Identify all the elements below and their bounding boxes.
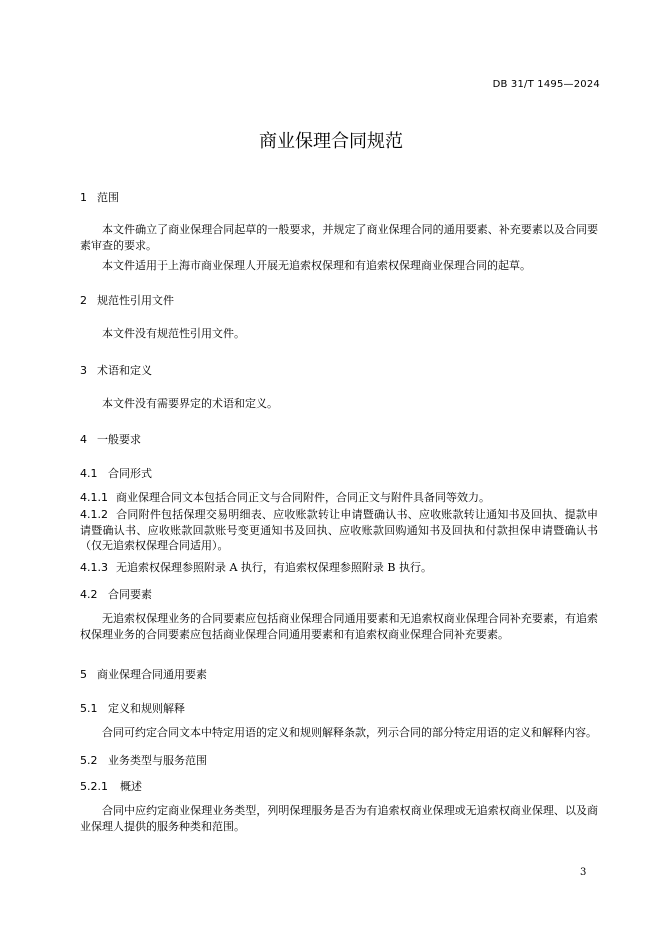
section-number: 5.2.1	[80, 780, 108, 793]
section-2-para-1: 本文件没有规范性引用文件。	[102, 327, 245, 340]
clause-text: 合同附件包括保理交易明细表、应收账款转让申请暨确认书、应收账款转让通知书及回执、提款申请暨确认书、应收账款回款账号变更通知书及回执、应收账款回购通知书及回执和付款担保申请暨确认书（仅无追索权保理合同适用）。	[80, 508, 598, 553]
section-title: 商业保理合同通用要素	[97, 668, 207, 681]
clause-4-1-2	[80, 507, 598, 554]
section-5-heading	[80, 666, 207, 682]
clause-4-1-3	[80, 560, 598, 576]
clause-text: 商业保理合同文本包括合同正文与合同附件，合同正文与附件具备同等效力。	[116, 491, 490, 504]
section-number: 4.2	[80, 588, 98, 601]
section-number: 4.1	[80, 467, 98, 480]
section-title: 业务类型与服务范围	[108, 754, 207, 767]
clause-number: 4.1.1	[80, 491, 108, 504]
section-1-heading	[80, 189, 119, 205]
section-4-heading	[80, 431, 141, 447]
section-title: 概述	[120, 780, 142, 793]
section-5-1-para-1: 合同可约定合同文本中特定用语的定义和规则解释条款，列示合同的部分特定用语的定义和解释内容。	[102, 726, 597, 739]
page-title: 商业保理合同规范	[259, 131, 403, 152]
section-title: 规范性引用文件	[97, 294, 174, 307]
section-1-para-1: 本文件确立了商业保理合同起草的一般要求，并规定了商业保理合同的通用要素、补充要素以及合同要素审查的要求。	[80, 223, 598, 252]
section-4-2-heading	[80, 586, 152, 602]
section-3-para-1: 本文件没有需要界定的术语和定义。	[102, 397, 278, 410]
section-number: 5.2	[80, 754, 98, 767]
page-number: 3	[580, 867, 587, 878]
section-title: 合同形式	[108, 467, 152, 480]
section-5-2-heading	[80, 752, 207, 768]
section-number: 4	[80, 433, 87, 446]
section-number: 5.1	[80, 702, 98, 715]
section-5-2-1-heading	[80, 778, 142, 794]
section-3-heading	[80, 362, 152, 378]
section-title: 合同要素	[108, 588, 152, 601]
section-5-2-1-para-1: 合同中应约定商业保理业务类型，列明保理服务是否为有追索权商业保理或无追索权商业保理、以及商业保理人提供的服务种类和范围。	[80, 804, 598, 833]
section-4-2-para-1: 无追索权保理业务的合同要素应包括商业保理合同通用要素和无追索权商业保理合同补充要素，有追索权保理业务的合同要素应包括商业保理合同通用要素和有追索权商业保理合同补充要素。	[80, 612, 598, 641]
section-number: 5	[80, 668, 87, 681]
section-4-1-heading	[80, 465, 152, 481]
section-number: 2	[80, 294, 87, 307]
section-title: 范围	[97, 191, 119, 204]
section-title: 一般要求	[97, 433, 141, 446]
section-title: 术语和定义	[97, 364, 152, 377]
section-1-para-2: 本文件适用于上海市商业保理人开展无追索权保理和有追索权保理商业保理合同的起草。	[102, 259, 531, 272]
doc-code: DB 31/T 1495—2024	[492, 79, 600, 90]
section-title: 定义和规则解释	[108, 702, 185, 715]
section-number: 1	[80, 191, 87, 204]
clause-number: 4.1.2	[80, 508, 108, 521]
clause-text: 无追索权保理参照附录 A 执行，有追索权保理参照附录 B 执行。	[116, 561, 433, 574]
clause-4-1-1	[80, 490, 598, 506]
section-2-heading	[80, 292, 174, 308]
section-5-1-heading	[80, 700, 185, 716]
section-number: 3	[80, 364, 87, 377]
clause-number: 4.1.3	[80, 561, 108, 574]
